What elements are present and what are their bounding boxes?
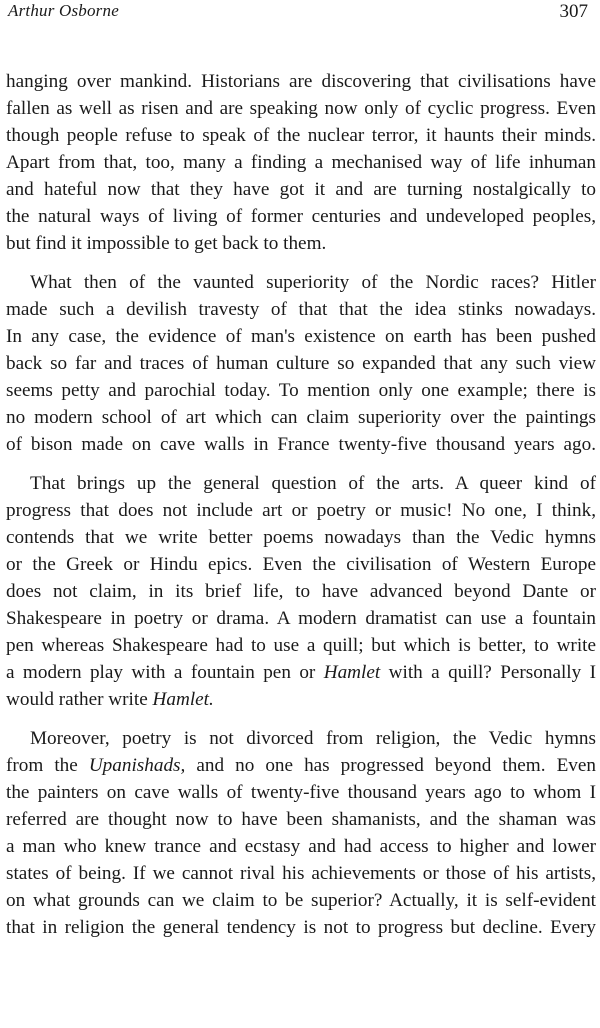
paragraph-4 <box>6 725 596 941</box>
text-line: made such a devilish travesty of that that the idea stinks nowadays. <box>6 299 596 320</box>
title-upanishads: Upanishads, <box>88 755 186 776</box>
paragraph-2 <box>6 269 596 458</box>
text-line: but find it impossible to get back to them. <box>6 233 327 254</box>
text-line: In any case, the evidence of man's existence on earth has been pushed <box>6 326 596 347</box>
text-line <box>6 752 596 779</box>
text-line: a man who knew trance and ecstasy and had access to higher and lower <box>6 836 596 857</box>
text-run: with a quill? Personally I <box>380 662 597 683</box>
text-line <box>6 659 596 686</box>
text-line: progress that does not include art or poetry or music! No one, I think, <box>6 500 596 521</box>
text-line: and hateful now that they have got it and are turning nostalgically to <box>6 179 596 200</box>
text-run: would rather write <box>6 689 153 710</box>
text-line: does not claim, in its brief life, to have advanced beyond Dante or <box>6 581 596 602</box>
text-line: referred are thought now to have been shamanists, and the shaman was <box>6 809 596 830</box>
text-line: back so far and traces of human culture so expanded that any such view <box>6 353 596 374</box>
text-line: that in religion the general tendency is not to progress but decline. Every <box>6 917 596 938</box>
text-line: though people refuse to speak of the nuclear terror, it haunts their minds. <box>6 125 596 146</box>
text-line: What then of the vaunted superiority of the Nordic races? Hitler <box>30 272 596 293</box>
page-number: 307 <box>559 1 588 22</box>
paragraph-1 <box>6 68 596 257</box>
running-head <box>6 0 594 36</box>
text-line <box>6 686 596 713</box>
text-line: the painters on cave walls of twenty-five thousand years ago to whom I <box>6 782 596 803</box>
text-line: seems petty and parochial today. To mention only one example; there is <box>6 380 596 401</box>
text-run: and no one has progressed beyond them. Even <box>185 755 596 776</box>
title-hamlet: Hamlet <box>323 662 381 683</box>
text-line: on what grounds can we claim to be superior? Actually, it is self-evident <box>6 890 596 911</box>
text-line: Moreover, poetry is not divorced from religion, the Vedic hymns <box>30 728 596 749</box>
text-line: the natural ways of living of former centuries and undeveloped peoples, <box>6 206 596 227</box>
title-hamlet: Hamlet. <box>152 689 214 710</box>
paragraph-3 <box>6 470 596 713</box>
text-line: of bison made on cave walls in France twenty-five thousand years ago. <box>6 434 596 455</box>
text-line: hanging over mankind. Historians are discovering that civilisations have <box>6 71 596 92</box>
text-line: pen whereas Shakespeare had to use a quill; but which is better, to write <box>6 635 596 656</box>
text-line: no modern school of art which can claim superiority over the paintings <box>6 407 596 428</box>
text-line: or the Greek or Hindu epics. Even the civilisation of Western Europe <box>6 554 596 575</box>
text-run: from the <box>6 755 89 776</box>
text-line: contends that we write better poems nowadays than the Vedic hymns <box>6 527 596 548</box>
text-line: states of being. If we cannot rival his achievements or those of his artists, <box>6 863 596 884</box>
text-line: Apart from that, too, many a finding a mechanised way of life inhuman <box>6 152 596 173</box>
body-text <box>6 68 596 953</box>
text-line: Shakespeare in poetry or drama. A modern dramatist can use a fountain <box>6 608 596 629</box>
text-run: a modern play with a fountain pen or <box>6 662 324 683</box>
text-line: That brings up the general question of the arts. A queer kind of <box>30 473 596 494</box>
running-head-author: Arthur Osborne <box>8 1 119 20</box>
text-line: fallen as well as risen and are speaking now only of cyclic progress. Even <box>6 98 596 119</box>
